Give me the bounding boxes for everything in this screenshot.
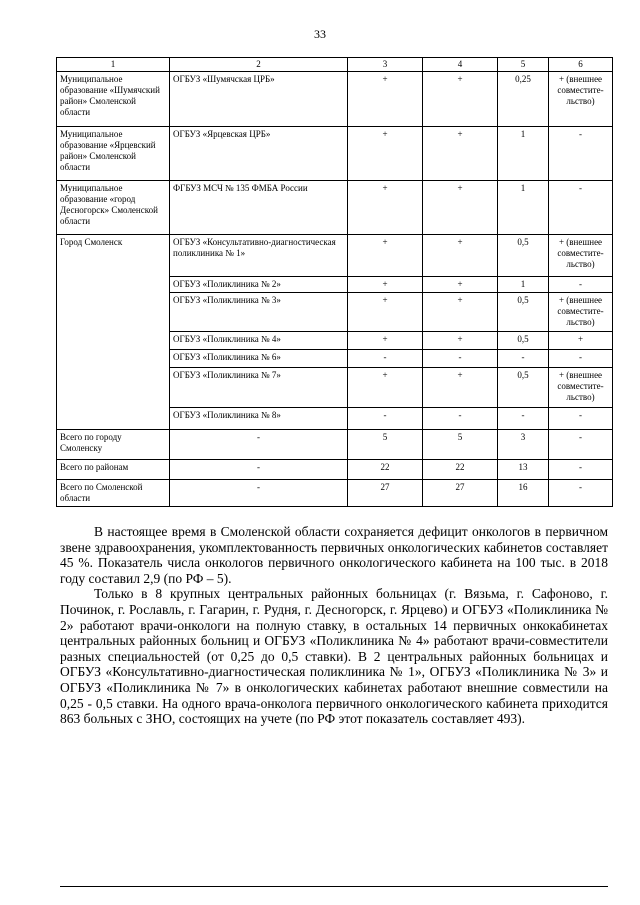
oncology-staffing-table: [56, 57, 613, 507]
table-cell: 0,5: [498, 235, 549, 277]
table-cell: 0,25: [498, 72, 549, 127]
table-cell: +: [549, 332, 613, 350]
table-cell: 27: [348, 480, 423, 507]
table-cell: 0,5: [498, 368, 549, 408]
table-cell: +: [423, 368, 498, 408]
table-cell: -: [549, 480, 613, 507]
total-label: Всего по районам: [57, 460, 170, 480]
table-cell: +: [423, 293, 498, 332]
table-cell: 1: [498, 181, 549, 235]
table-cell: -: [549, 181, 613, 235]
table-row: [57, 127, 613, 181]
table-cell: -: [170, 430, 348, 460]
total-row: [57, 480, 613, 507]
table-cell: 0,5: [498, 332, 549, 350]
table-cell: +: [423, 235, 498, 277]
table-cell: +: [423, 181, 498, 235]
organization-cell: ОГБУЗ «Ярцевская ЦРБ»: [170, 127, 348, 181]
table-cell: +: [423, 277, 498, 293]
table-row: [57, 72, 613, 127]
table-cell: + (внешнее совместите-льство): [549, 293, 613, 332]
organization-cell: ОГБУЗ «Поликлиника № 3»: [170, 293, 348, 332]
total-label: Всего по городу Смоленску: [57, 430, 170, 460]
table-cell: -: [549, 127, 613, 181]
table-cell: -: [549, 460, 613, 480]
table-row: [57, 235, 613, 277]
column-header: 1: [57, 58, 170, 72]
table-row: [57, 181, 613, 235]
table-cell: -: [498, 350, 549, 368]
table-cell: 13: [498, 460, 549, 480]
column-header: 4: [423, 58, 498, 72]
table-cell: -: [549, 430, 613, 460]
column-header: 2: [170, 58, 348, 72]
table-cell: +: [348, 235, 423, 277]
table-cell: 3: [498, 430, 549, 460]
table-cell: -: [348, 408, 423, 430]
organization-cell: ОГБУЗ «Поликлиника № 8»: [170, 408, 348, 430]
table-cell: +: [348, 127, 423, 181]
table-cell: +: [348, 181, 423, 235]
total-row: [57, 430, 613, 460]
table-cell: -: [423, 408, 498, 430]
organization-cell: ОГБУЗ «Поликлиника № 2»: [170, 277, 348, 293]
table-cell: +: [348, 277, 423, 293]
table-header-row: [57, 58, 613, 72]
table-cell: -: [549, 408, 613, 430]
table-cell: +: [348, 293, 423, 332]
footer-divider: [60, 886, 608, 887]
table-cell: + (внешнее совместите-льство): [549, 368, 613, 408]
table-cell: -: [549, 277, 613, 293]
organization-cell: ОГБУЗ «Поликлиника № 7»: [170, 368, 348, 408]
paragraph: Только в 8 крупных центральных районных больницах (г. Вязьма, г. Сафоново, г. Починок, г. Рославль, г. Гагарин, г. Рудня, г. Десногорск, г. Ярцево) и ОГБУЗ «Поликлиника № 2» работают врачи-онкологи на полную ставку, в остальных 14 первичных онкокабинетах центральных районных больниц и ОГБУЗ «Поликлиника № 4» работают врачи-совместители разных специальностей (от 0,25 до 0,5 ставки). В 2 центральных районных больницах и ОГБУЗ «Консультативно-диагностическая поликлиника № 1», ОГБУЗ «Поликлиника № 3» и ОГБУЗ «Поликлиника № 7» в онкологических кабинетах работают внешние совместили на 0,25 - 0,5 ставки. На одного врача-онколога первичного онкологического кабинета приходится 863 больных с ЗНО, состоящих на учете (по РФ этот показатель составляет 493).: [60, 586, 608, 727]
table-cell: 22: [348, 460, 423, 480]
table-cell: 5: [423, 430, 498, 460]
organization-cell: ФГБУЗ МСЧ № 135 ФМБА России: [170, 181, 348, 235]
table-cell: +: [348, 368, 423, 408]
table-cell: 1: [498, 277, 549, 293]
organization-cell: ОГБУЗ «Шумячская ЦРБ»: [170, 72, 348, 127]
table-cell: 16: [498, 480, 549, 507]
table-cell: +: [423, 332, 498, 350]
paragraph: В настоящее время в Смоленской области сохраняется дефицит онкологов в первичном звене здравоохранения, укомплектованность первичных онкологических кабинетов составляет 45 %. Показатель числа онкологов первичного онкологического кабинета на 100 тыс. в 2018 году составил 2,9 (по РФ – 5).: [60, 524, 608, 586]
column-header: 6: [549, 58, 613, 72]
table-cell: +: [423, 127, 498, 181]
total-row: [57, 460, 613, 480]
table-cell: -: [170, 460, 348, 480]
table-cell: +: [423, 72, 498, 127]
column-header: 5: [498, 58, 549, 72]
table-cell: 1: [498, 127, 549, 181]
table-cell: +: [348, 332, 423, 350]
table-cell: + (внешнее совместите-льство): [549, 72, 613, 127]
table-cell: 22: [423, 460, 498, 480]
region-cell: Муниципальное образование «город Десногорск» Смоленской области: [57, 181, 170, 235]
table-cell: + (внешнее совместите-льство): [549, 235, 613, 277]
table-cell: -: [170, 480, 348, 507]
table-cell: -: [348, 350, 423, 368]
table-cell: +: [348, 72, 423, 127]
region-cell: Муниципальное образование «Шумячский район» Смоленской области: [57, 72, 170, 127]
table-cell: -: [423, 350, 498, 368]
region-cell: Город Смоленск: [57, 235, 170, 430]
body-text: [60, 524, 608, 727]
table-cell: -: [498, 408, 549, 430]
table-cell: 27: [423, 480, 498, 507]
column-header: 3: [348, 58, 423, 72]
organization-cell: ОГБУЗ «Консультативно-диагностическая поликлиника № 1»: [170, 235, 348, 277]
table-cell: 0,5: [498, 293, 549, 332]
organization-cell: ОГБУЗ «Поликлиника № 6»: [170, 350, 348, 368]
table-cell: 5: [348, 430, 423, 460]
region-cell: Муниципальное образование «Ярцевский район» Смоленской области: [57, 127, 170, 181]
total-label: Всего по Смоленской области: [57, 480, 170, 507]
table-cell: -: [549, 350, 613, 368]
organization-cell: ОГБУЗ «Поликлиника № 4»: [170, 332, 348, 350]
page-number: 33: [314, 27, 326, 41]
